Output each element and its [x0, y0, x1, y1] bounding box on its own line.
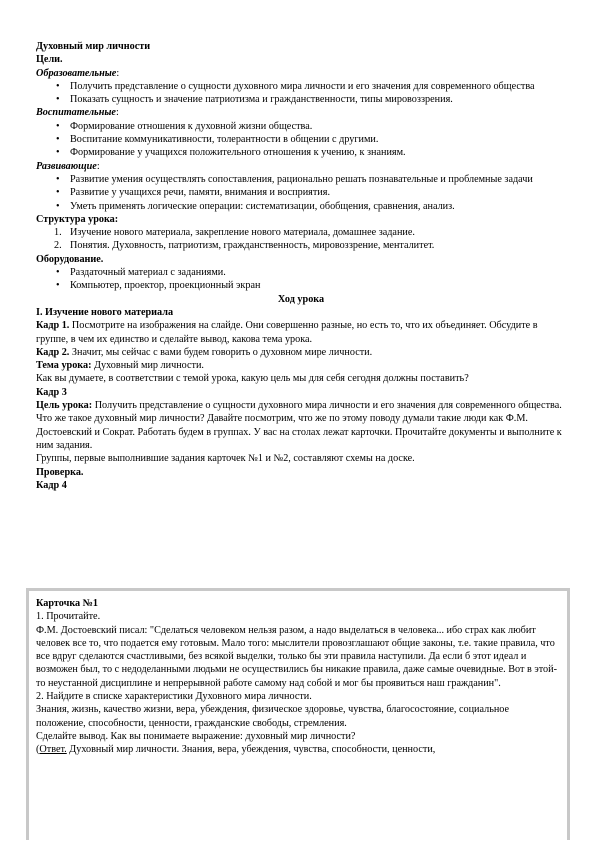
document-title: Духовный мир личности	[36, 41, 151, 52]
list-item: • Уметь применять логические операции: систематизации, обобщения, сравнения, анализ.	[36, 200, 566, 213]
list-item: • Формирование у учащихся положительного отношения к учению, к знаниям.	[36, 146, 566, 159]
card-answer: (Ответ. Духовный мир личности. Знания, вера, убеждения, чувства, способности, ценности,	[36, 744, 436, 756]
list-item: • Компьютер, проектор, проекционный экран	[36, 279, 566, 292]
lesson-goal-paragraph: Цель урока: Получить представление о сущности духовного мира личности и его значения для современного общества.	[36, 400, 562, 412]
educational-goals-label: Образовательные:	[36, 67, 120, 79]
goals-heading: Цели.	[36, 54, 63, 66]
check-label: Проверка.	[36, 466, 84, 478]
equipment-list	[36, 266, 566, 293]
upbringing-goals-list	[36, 120, 566, 160]
list-item: • Воспитание коммуникативности, толерантности в общении с другими.	[36, 133, 566, 146]
structure-heading: Структура урока:	[36, 213, 119, 225]
section-heading: I. Изучение нового материала	[36, 306, 174, 318]
educational-goals-list	[36, 80, 566, 107]
list-item: • Показать сущность и значение патриотизма и гражданственности, типы мировоззрения.	[36, 93, 566, 106]
frame-4-label: Кадр 4	[36, 479, 67, 491]
list-item: • Развитие умения осуществлять сопоставления, рационально решать познавательные и проблемные задачи	[36, 173, 566, 186]
frame-3-label: Кадр 3	[36, 386, 67, 398]
card-task-2: 2. Найдите в списке характеристики Духовного мира личности.	[36, 691, 312, 703]
task-card-1	[26, 588, 570, 840]
list-item: 1. Изучение нового материала, закрепление нового материала, домашнее задание.	[54, 227, 415, 239]
developing-goals-list	[36, 173, 566, 213]
lesson-plan	[36, 40, 566, 492]
developing-goals-label: Развивающие:	[36, 160, 100, 172]
topic-paragraph: Тема урока: Духовный мир личности.	[36, 360, 204, 372]
question-paragraph: Как вы думаете, в соответствии с темой урока, какую цель мы для себя сегодня должны поставить?	[36, 373, 469, 385]
groups-paragraph: Что же такое духовный мир личности? Давайте посмотрим, что же по этому поводу думали такие люди как Ф.М. Достоевский и Сократ. Работать будем в группах. У вас на столах лежат карточки. Прочитайте документы и выполните к ним задания.	[36, 413, 562, 451]
list-item: • Формирование отношения к духовной жизни общества.	[36, 120, 566, 133]
list-item: • Развитие у учащихся речи, памяти, внимания и восприятия.	[36, 186, 566, 199]
cards-paragraph: Группы, первые выполнившие задания карточек №1 и №2, составляют схемы на доске.	[36, 453, 415, 465]
card-characteristics-list: Знания, жизнь, качество жизни, вера, убеждения, физическое здоровье, чувства, благосостояние, социальное положение, способности, ценности, гражданские свободы, стремления.	[36, 704, 510, 729]
frame-1-paragraph: Кадр 1. Посмотрите на изображения на слайде. Они совершенно разные, но есть то, что их объединяет. Обсудите в группе, в чем их единство и сделайте вывод, какова тема урока.	[36, 320, 538, 345]
upbringing-goals-label: Воспитательные:	[36, 107, 119, 119]
list-item: • Получить представление о сущности духовного мира личности и его значения для современного общества	[36, 80, 566, 93]
structure-list	[36, 226, 566, 253]
equipment-heading: Оборудование.	[36, 253, 104, 265]
list-item: • Раздаточный материал с заданиями.	[36, 266, 566, 279]
lesson-heading: Ход урока	[277, 293, 325, 305]
list-item: 2. Понятия. Духовность, патриотизм, гражданственность, мировоззрение, менталитет.	[54, 240, 435, 252]
frame-2-paragraph: Кадр 2. Значит, мы сейчас с вами будем говорить о духовном мире личности.	[36, 346, 373, 358]
card-quote: Ф.М. Достоевский писал: "Сделаться человеком нельзя разом, а надо выделаться в человека... ибо страх как любит человек все то, что подается ему готовым. Мало того: мыслители провозглашают общие законы, т.е. такие правила, что все вдруг сделаются счастливыми, без всякой выделки, только бы эти правила наступили. Да если б этот идеал и возможен был, то с недоделанными людьми не осуществились бы никакие правила, даже самые очевидные. Вот в этой- то неустанной дисциплине и непрерывной работе самому над собой и мог бы проявиться наш гражданин".	[36, 624, 557, 689]
card-task-1: 1. Прочитайте.	[36, 611, 101, 623]
card-title: Карточка №1	[36, 598, 99, 609]
card-conclusion: Сделайте вывод. Как вы понимаете выражение: духовный мир личности?	[36, 730, 356, 742]
